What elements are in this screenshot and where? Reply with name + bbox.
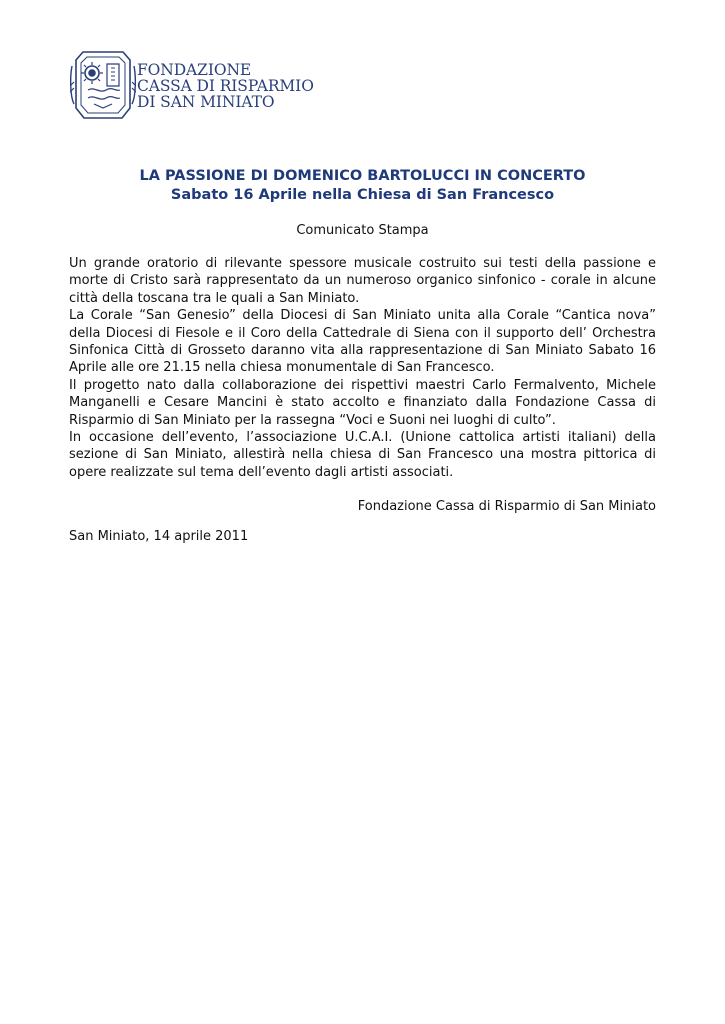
organization-name	[137, 62, 314, 110]
title-line-1: LA PASSIONE DI DOMENICO BARTOLUCCI IN CONCERTO	[139, 168, 586, 184]
org-name-line-3: DI SAN MINIATO	[137, 93, 275, 111]
org-name-line-1: FONDAZIONE	[137, 61, 252, 79]
foundation-logo	[70, 46, 320, 128]
signature-line: Fondazione Cassa di Risparmio di San Miniato	[357, 499, 656, 514]
title-line-2: Sabato 16 Aprile nella Chiesa di San Francesco	[170, 187, 555, 203]
document-subtitle: Comunicato Stampa	[296, 223, 429, 238]
document-title	[0, 167, 725, 205]
body-paragraph: Un grande oratorio di rilevante spessore musicale costruito sui testi della passione e morte di Cristo sarà rappresentato da un numeroso organico sinfonico - corale in alcune città della toscana tra le quali a San Miniato.	[69, 256, 656, 306]
body-paragraph: In occasione dell’evento, l’associazione U.C.A.I. (Unione cattolica artisti italiani) della sezione di San Miniato, allestirà nella chiesa di San Francesco una mostra pittorica di opere realizzate sul tema dell’evento dagli artisti associati.	[69, 430, 656, 480]
body-paragraph: Il progetto nato dalla collaborazione dei rispettivi maestri Carlo Fermalvento, Michele Manganelli e Cesare Mancini è stato accolto e finanziato dalla Fondazione Cassa di Risparmio di San Miniato per la rassegna “Voci e Suoni nei luoghi di culto”.	[69, 377, 656, 428]
body-paragraph: La Corale “San Genesio” della Diocesi di San Miniato unita alla Corale “Cantica nova” della Diocesi di Fiesole e il Coro della Cattedrale di Siena con il supporto dell’ Orchestra Sinfonica Città di Grosseto daranno vita alla rappresentazione di San Miniato Sabato 16 Aprile alle ore 21.15 nella chiesa monumentale di San Francesco.	[69, 308, 656, 376]
date-line: San Miniato, 14 aprile 2011	[69, 529, 249, 544]
document-body	[69, 255, 656, 481]
org-name-line-2: CASSA DI RISPARMIO	[137, 77, 314, 95]
foundation-crest-icon	[70, 46, 136, 124]
